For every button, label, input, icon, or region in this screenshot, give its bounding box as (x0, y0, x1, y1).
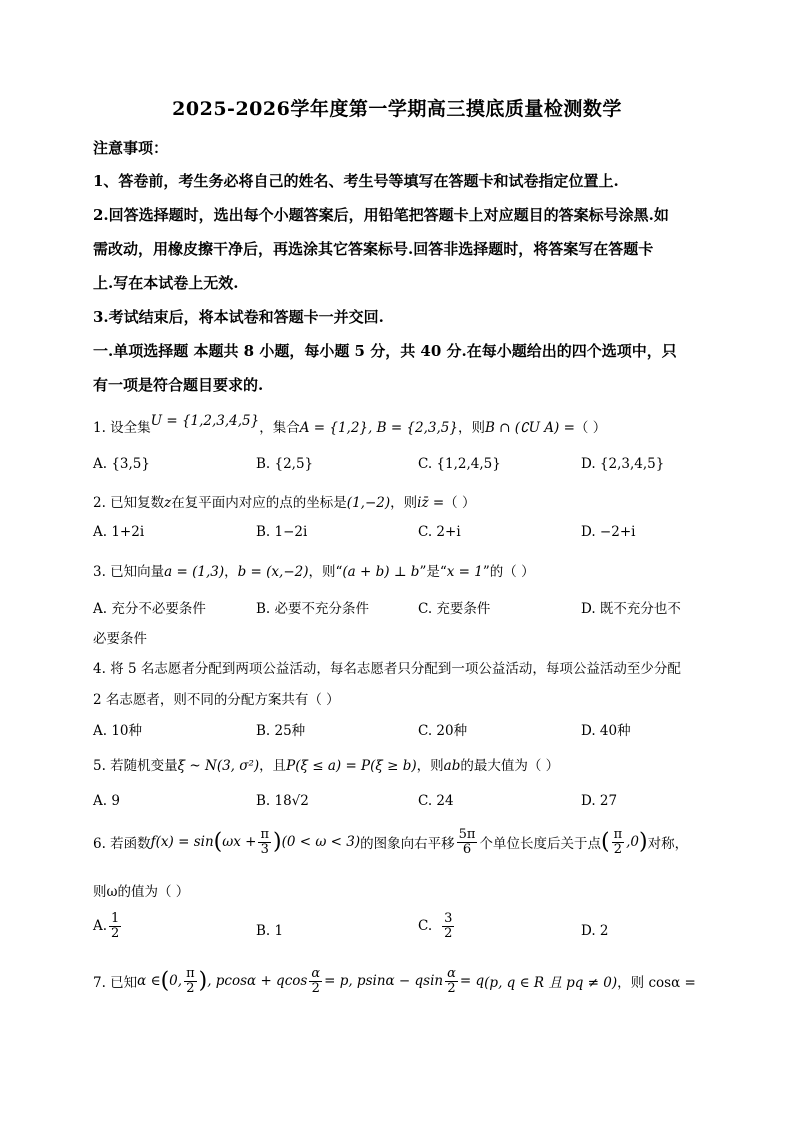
q5-option-a[interactable]: A. 9 (93, 793, 120, 809)
q3-option-d-continued: 必要条件 (93, 631, 147, 647)
notice-item-3: 3.考试结束后，将本试卷和答题卡一并交回. (93, 308, 384, 326)
q6-option-c[interactable] (418, 912, 456, 940)
question-3 (93, 560, 535, 580)
q2-text-1: 2. 已知复数 (93, 495, 165, 511)
q6-point-left-paren: ( (600, 829, 610, 855)
q6-text-2: 的图象向右平移 (360, 836, 455, 853)
question-5 (93, 754, 559, 774)
q5-probability-equation: P(ξ ≤ a) = P(ξ ≥ b) (286, 758, 417, 774)
q3-text-4: ”的（ ） (482, 564, 535, 580)
q6-option-d[interactable]: D. 2 (581, 923, 609, 939)
q4-option-c[interactable]: C. 20种 (418, 723, 468, 739)
notice-item-2-line-1: 2.回答选择题时，选出每个小题答案后，用铅笔把答题卡上对应题目的答案标号涂黑.如 (93, 206, 669, 224)
q5-option-d[interactable]: D. 27 (581, 793, 618, 809)
q3-vector-a: a = (1,3) (164, 564, 225, 580)
q3-text-3: ”是“ (419, 564, 447, 580)
q6-inner: ωx + (222, 834, 257, 851)
q6-option-c-label: C. (418, 918, 433, 935)
question-4-line-1: 4. 将 5 名志愿者分配到两项公益活动，每名志愿者只分配到一项公益活动，每项公益活动至少分配 (93, 661, 681, 677)
q2-option-d[interactable]: D. −2+i (581, 524, 636, 540)
q5-text-3: ，则 (416, 758, 444, 774)
q3-text-1: 3. 已知向量 (93, 564, 165, 580)
q1-option-d[interactable]: D. {2,3,4,5} (581, 456, 665, 472)
q1-option-a[interactable]: A. {3,5} (93, 456, 150, 472)
q6-function: f(x) = sin (150, 834, 214, 851)
q1-text-1: 1. 设全集 (93, 420, 151, 436)
q7-interval-pi-over-2: $\frac{\pi}{2}$ (186, 966, 195, 996)
q3-condition: (a + b) ⊥ b (342, 564, 420, 580)
q6-omega-range: (0 < ω < 3) (281, 834, 361, 851)
exam-title: 2025-2026学年度第一学期高三摸底质量检测数学 (172, 98, 622, 120)
q3-option-b[interactable]: B. 必要不充分条件 (256, 601, 370, 617)
q7-equation-2: = p, psinα − qsin (324, 973, 444, 990)
q3-text-2: ，则“ (308, 564, 343, 580)
section-1-heading-line-2: 有一项是符合题目要求的. (93, 376, 264, 394)
q1-text-4: （ ） (574, 420, 607, 436)
q7-alpha-over-2-first: $\frac{\alpha}{2}$ (311, 966, 321, 996)
q3-separator: ， (224, 564, 238, 580)
q2-text-3: ，则 (390, 495, 418, 511)
q6-option-a[interactable] (93, 912, 123, 940)
q6-pi-over-3: $\frac{\pi}{3}$ (260, 827, 270, 857)
q1-text-3: ，则 (457, 420, 485, 436)
q2-option-a[interactable]: A. 1+2i (93, 524, 145, 540)
q7-text-1: 7. 已知 (93, 975, 138, 992)
q1-sets: A = {1,2}, B = {2,3,5} (299, 420, 458, 436)
q5-text-2: ，且 (259, 758, 287, 774)
q6-point-right-paren: ) (639, 829, 648, 855)
q5-ab: ab (443, 758, 461, 774)
q2-z: z (164, 495, 172, 511)
q7-text-2: ，则 cosα = (617, 975, 696, 992)
q6-option-a-label: A. (93, 918, 108, 935)
q3-x-equals-1: x = 1 (446, 564, 483, 580)
q4-option-a[interactable]: A. 10种 (93, 723, 143, 739)
notice-heading: 注意事项： (93, 139, 169, 157)
q1-universal-set: U = {1,2,3,4,5} (150, 413, 260, 429)
q7-interval-zero: 0, (169, 973, 183, 990)
q5-distribution: ξ ~ N(3, σ²) (177, 758, 260, 774)
q7-condition: (p, q ∈ R 且 pq ≠ 0) (484, 975, 618, 992)
question-6-line-2: 则ω的值为（ ） (93, 884, 190, 900)
q3-option-d[interactable]: D. 既不充分也不 (581, 601, 681, 617)
q3-vector-b: b = (x,−2) (237, 564, 309, 580)
q4-option-b[interactable]: B. 25种 (256, 723, 306, 739)
q1-text-2: ，集合 (259, 420, 300, 436)
question-1 (93, 413, 607, 436)
q3-option-c[interactable]: C. 充要条件 (418, 601, 491, 617)
question-6 (93, 828, 688, 856)
q2-option-b[interactable]: B. 1−2i (256, 524, 308, 540)
question-2 (93, 491, 475, 511)
q6-text-3: 个单位长度后关于点 (479, 836, 601, 853)
q7-equation-1: , pcosα + qcos (207, 973, 308, 990)
q7-alpha-in: α ∈ (137, 973, 161, 990)
q2-text-2: 在复平面内对应的点的坐标是 (171, 495, 347, 511)
q5-text-1: 5. 若随机变量 (93, 758, 178, 774)
q2-point: (1,−2) (346, 495, 391, 511)
question-7 (93, 967, 696, 995)
q6-text-1: 6. 若函数 (93, 836, 151, 853)
q4-option-d[interactable]: D. 40种 (581, 723, 631, 739)
notice-item-2-line-3: 上.写在本试卷上无效. (93, 274, 239, 292)
section-1-heading-line-1: 一.单项选择题 本题共 8 小题，每小题 5 分，共 40 分.在每小题给出的四个选项中，只 (93, 342, 677, 360)
q5-option-b[interactable]: B. 18√2 (256, 793, 309, 809)
q6-option-c-fraction: $\frac{3}{2}$ (444, 911, 453, 941)
q6-point-x: $\frac{\pi}{2}$ (613, 827, 623, 857)
q7-equation-3: = q (459, 973, 485, 990)
q1-option-c[interactable]: C. {1,2,4,5} (418, 456, 501, 472)
q5-text-4: 的最大值为（ ） (460, 758, 560, 774)
q7-interval-left-paren: ( (160, 968, 170, 994)
q1-expression: B ∩ (∁U A) = (484, 420, 575, 436)
notice-item-2-line-2: 需改动，用橡皮擦干净后，再选涂其它答案标号.回答非选择题时，将答案写在答题卡 (93, 240, 654, 258)
q6-point-y: ,0 (626, 834, 639, 851)
q6-text-4: 对称， (647, 836, 689, 853)
question-4-line-2: 2 名志愿者，则不同的分配方案共有（ ） (93, 692, 340, 708)
q6-option-b[interactable]: B. 1 (256, 923, 284, 939)
q7-alpha-over-2-second: $\frac{\alpha}{2}$ (447, 966, 456, 996)
notice-item-1: 1、答卷前，考生务必将自己的姓名、考生号等填写在答题卡和试卷指定位置上. (93, 172, 619, 190)
q7-interval-right-paren: ) (198, 968, 208, 994)
q6-option-a-fraction: $\frac{1}{2}$ (111, 911, 120, 941)
q1-option-b[interactable]: B. {2,5} (256, 456, 314, 472)
q3-option-a[interactable]: A. 充分不必要条件 (93, 601, 206, 617)
q2-option-c[interactable]: C. 2+i (418, 524, 461, 540)
q5-option-c[interactable]: C. 24 (418, 793, 454, 809)
q6-shift-fraction: $\frac{5\pi}{6}$ (458, 827, 476, 857)
q6-left-paren: ( (213, 829, 223, 855)
q6-right-paren: ) (273, 829, 282, 855)
q2-expression: iz̄ = (417, 495, 445, 511)
q2-text-4: （ ） (444, 495, 476, 511)
